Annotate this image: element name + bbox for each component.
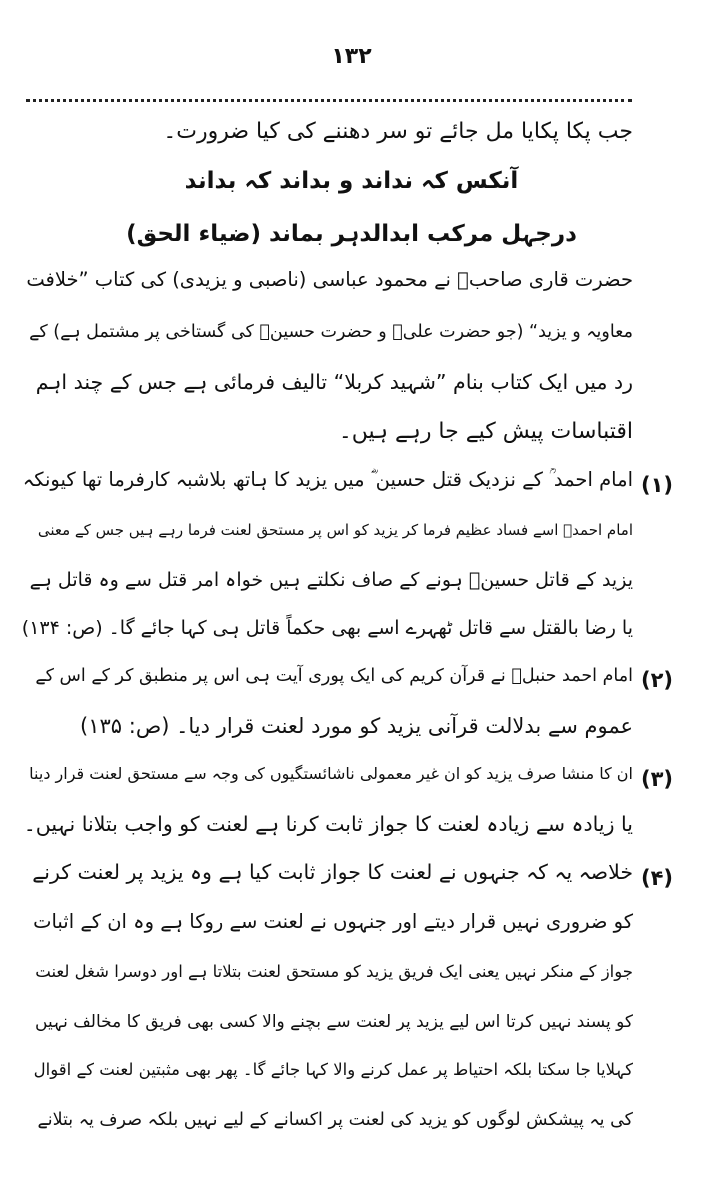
item-line: یا رضا بالقتل سے قاتل ٹھہرے اسے بھی حکماً قاتل ہی کہا جائے گا۔ (ص: ۱۳۴) bbox=[21, 617, 633, 639]
paragraph-line: رد میں ایک کتاب بنام ”شہید کربلا“ تالیف فرمائی ہے جس کے چند اہم bbox=[35, 370, 633, 394]
verse-line-1: آنکس کہ نداند و بداند کہ بداند bbox=[184, 168, 519, 194]
item-line: کہلایا جا سکتا بلکہ احتیاط پر عمل کرنے والا کہا جائے گا۔ پھر بھی مثبتین لعنت کے اقوال bbox=[33, 1060, 633, 1079]
paragraph-line: معاویہ و یزید“ (جو حضرت علیؓ و حضرت حسینؓ کی گستاخی پر مشتمل ہے) کے bbox=[29, 322, 633, 342]
paragraph-line: اقتباسات پیش کیے جا رہے ہیں۔ bbox=[338, 419, 633, 444]
paragraph-line: حضرت قاری صاحبؒ نے محمود عباسی (ناصبی و یزیدی) کی کتاب ”خلافت bbox=[26, 268, 633, 291]
item-number: (۲) bbox=[640, 668, 673, 692]
item-line: یا زیادہ سے زیادہ لعنت کا جواز ثابت کرنا ہے لعنت کو واجب بتلانا نہیں۔ bbox=[23, 812, 633, 836]
item-line: کو پسند نہیں کرتا اس لیے یزید پر لعنت سے بچنے والا کسی بھی فریق کا مخالف نہیں bbox=[35, 1012, 633, 1032]
item-line: کو ضروری نہیں قرار دیتے اور جنہوں نے لعنت سے روکا ہے وہ ان کے اثبات bbox=[33, 910, 633, 933]
header-divider bbox=[26, 99, 632, 102]
item-number: (۳) bbox=[640, 767, 673, 791]
item-line: کی یہ پیشکش لوگوں کو یزید کی لعنت پر اکسانے کے لیے نہیں بلکہ صرف یہ بتلانے bbox=[37, 1110, 633, 1130]
item-number: (۱) bbox=[640, 473, 673, 497]
item-line: ان کا منشا صرف یزید کو ان غیر معمولی ناشائستگیوں کی وجہ سے مستحق لعنت قرار دینا bbox=[29, 764, 633, 783]
intro-line: جب پکا پکایا مل جائے تو سر دھننے کی کیا ضرورت۔ bbox=[163, 119, 633, 144]
page-number: ۱۳۲ bbox=[331, 44, 372, 69]
item-line: یزید کے قاتل حسینؓ ہونے کے صاف نکلتے ہیں خواہ امر قتل سے وہ قاتل ہے bbox=[29, 569, 633, 591]
item-line: خلاصہ یہ کہ جنہوں نے لعنت کا جواز ثابت کیا ہے وہ یزید پر لعنت کرنے bbox=[32, 860, 633, 884]
item-line: جواز کے منکر نہیں یعنی ایک فریق یزید کو مستحق لعنت بتلاتا ہے اور دوسرا شغل لعنت bbox=[35, 962, 633, 981]
item-line: عموم سے بدلالت قرآنی یزید کو مورد لعنت قرار دیا۔ (ص: ۱۳۵) bbox=[80, 714, 633, 738]
item-line: امام احمد ؒ کے نزدیک قتل حسین ؓ میں یزید کا ہاتھ بلاشبہ کارفرما تھا کیونکہ bbox=[22, 468, 633, 491]
verse-line-2: درجہل مرکب ابدالدہر بماند (ضیاء الحق) bbox=[126, 221, 577, 247]
item-number: (۴) bbox=[640, 866, 673, 890]
item-line: امام احمدؒ اسے فساد عظیم فرما کر یزید کو اس پر مستحق لعنت فرما رہے ہیں جس کے معنی bbox=[37, 521, 633, 539]
item-line: امام احمد حنبلؒ نے قرآن کریم کی ایک پوری آیت ہی اس پر منطبق کر کے اس کے bbox=[35, 666, 633, 686]
